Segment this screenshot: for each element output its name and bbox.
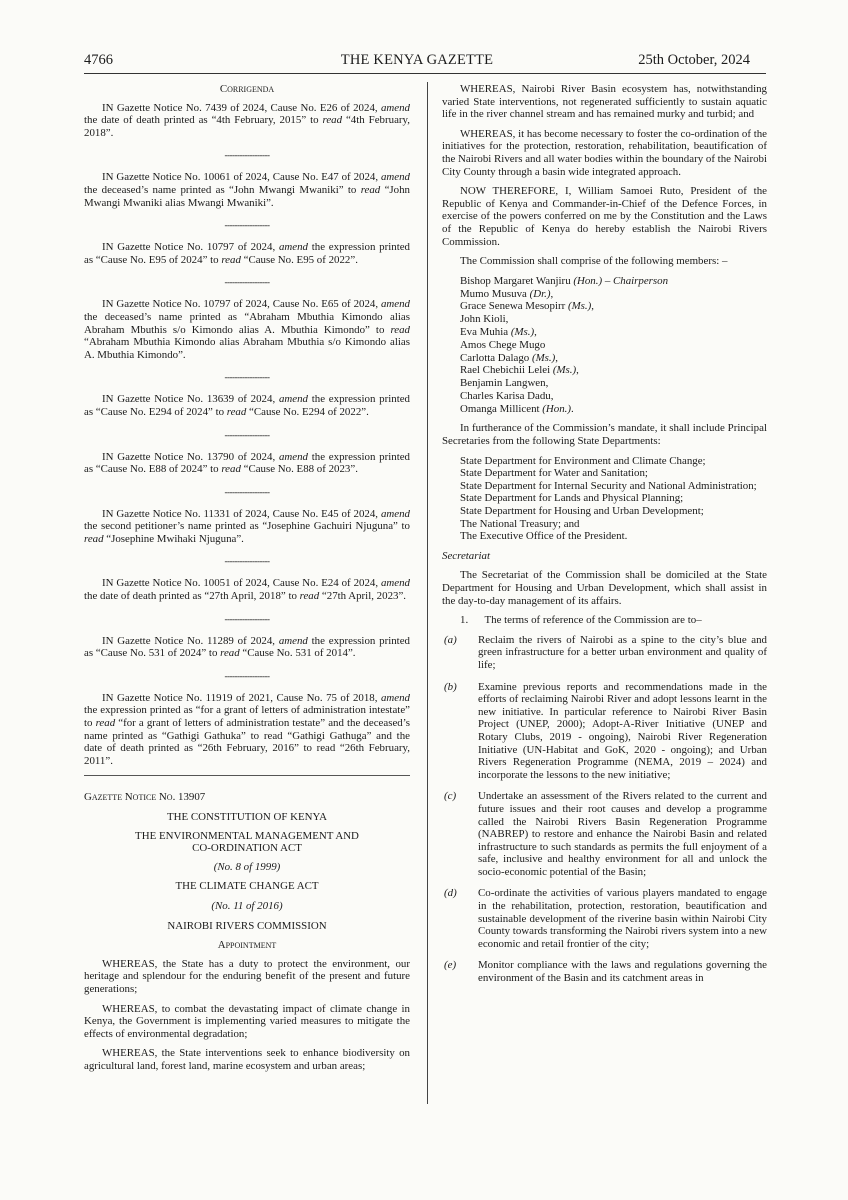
department-item: State Department for Environment and Climate Change;: [460, 454, 706, 467]
notice-text: the second petitioner’s name printed as “Josephine Gachuiri Njuguna” to: [84, 520, 410, 533]
member-title: (Ms.): [510, 325, 535, 338]
corrigendum-notice: [84, 393, 410, 418]
notice-text: IN Gazette Notice No. 10797 of 2024, Cause No. E65 of 2024,: [102, 298, 381, 311]
whereas-paragraph: WHEREAS, it has become necessary to foster the co-ordination of the initiatives for the protection, restoration, rehabilitation, beautification of the Nairobi Rivers and all water bodies within the boundary of the Nairobi City County through a basin wide integrated approach.: [442, 127, 767, 178]
commission-heading: NAIROBI RIVERS COMMISSION: [167, 919, 327, 932]
right-column: [442, 83, 767, 994]
member-name: Rael Chebichii Lelei: [460, 364, 553, 377]
member-item: [442, 300, 767, 313]
whereas-paragraph: WHEREAS, the State has a duty to protect the environment, our heritage and splendour for the enduring benefit of the present and future generations;: [84, 957, 410, 995]
term-item: [442, 887, 767, 950]
notice-text: IN Gazette Notice No. 13790 of 2024,: [102, 450, 279, 463]
member-name: Charles Karisa Dadu,: [460, 389, 554, 402]
corrigendum-notice: [84, 102, 410, 140]
member-item: [442, 390, 767, 403]
member-role: ,: [550, 287, 554, 300]
term-label: (a): [444, 633, 457, 646]
notice-text: IN Gazette Notice No. 10051 of 2024, Cause No. E24 of 2024,: [102, 577, 381, 590]
member-role: ,: [576, 364, 579, 377]
term-text: Reclaim the rivers of Nairobi as a spine to the city’s blue and green infrastructure for a better urban environment and quality of life;: [478, 633, 767, 671]
amend-word: amend: [278, 241, 308, 254]
notice-text: the expression printed as “Cause No. E95 of 2024” to: [84, 241, 410, 266]
member-title: (Hon.): [573, 274, 603, 287]
member-name: Mumo Musuva: [460, 287, 530, 300]
amend-word: amend: [380, 507, 410, 520]
read-word: read: [226, 405, 247, 418]
read-word: read: [390, 323, 410, 336]
department-item: State Department for Internal Security and National Administration;: [460, 479, 757, 492]
whereas-paragraph: WHEREAS, Nairobi River Basin ecosystem has, notwithstanding varied State interventions, not regenerated sufficiently to sustain aquatic life in the river channel stream and has remained murky and turbid; and: [442, 83, 767, 121]
amend-word: amend: [278, 634, 308, 647]
member-title: (Ms.): [531, 351, 556, 364]
department-item: State Department for Water and Sanitation;: [460, 467, 648, 480]
corrigendum-notice: [84, 241, 410, 266]
department-item: State Department for Housing and Urban Development;: [460, 505, 704, 518]
page-number: 4766: [84, 52, 113, 68]
term-label: (e): [444, 959, 457, 972]
read-word: read: [84, 532, 104, 545]
notice-text: “Josephine Mwihaki Njuguna”.: [103, 532, 244, 545]
member-item: [442, 352, 767, 365]
member-item: [442, 364, 767, 377]
notice-text: the expression printed as “Cause No. 531 of 2024” to: [84, 634, 410, 660]
corrigendum-notice: [84, 171, 410, 209]
term-item: [442, 681, 767, 782]
notice-text: “John Mwangi Mwaniki alias Mwangi Mwaniki”.: [84, 183, 410, 209]
department-item: State Department for Lands and Physical Planning;: [460, 492, 684, 505]
amend-word: amend: [278, 450, 308, 463]
notice-separator: ------------------: [224, 486, 270, 497]
term-label: (d): [444, 887, 457, 900]
act1-number: (No. 8 of 1999): [213, 860, 281, 873]
member-role: .: [571, 402, 574, 415]
member-title: (Hon.): [542, 402, 571, 415]
member-item: [442, 288, 767, 301]
notice-text: “Cause No. E95 of 2022”.: [240, 253, 358, 266]
member-role: – Chairperson: [602, 274, 669, 287]
ps-intro: In furtherance of the Commission’s mandate, it shall include Principal Secretaries from the following State Departments:: [442, 422, 767, 448]
read-word: read: [95, 717, 116, 730]
notice-text: the expression printed as “Cause No. E294 of 2024” to: [84, 393, 410, 418]
notice-text: IN Gazette Notice No. 11289 of 2024,: [102, 634, 279, 647]
members-list: [442, 275, 767, 416]
column-divider: [427, 82, 428, 1104]
notice-text: the date of death printed as “27th April, 2018” to: [84, 590, 300, 603]
notice-separator: ------------------: [224, 670, 270, 681]
member-name: Carlotta Dalago: [460, 351, 532, 364]
act1-heading-line1: THE ENVIRONMENTAL MANAGEMENT AND: [135, 829, 359, 842]
notice-text: the deceased’s name printed as “Abraham Mbuthia Kimondo alias Abraham Mbuthis s/o Kimondo alias A. Mbuthia Kimondo” to: [84, 310, 410, 336]
notice-separator: ------------------: [224, 277, 270, 288]
corrigendum-notice: [84, 508, 410, 546]
corrigendum-notice: [84, 577, 410, 602]
read-word: read: [221, 253, 241, 266]
notice-text: IN Gazette Notice No. 7439 of 2024, Cause No. E26 of 2024,: [102, 101, 381, 114]
corrigenda-heading: Corrigenda: [219, 83, 275, 95]
term-label: (b): [444, 680, 457, 693]
notice-text: the expression printed as “for a grant of letters of administration intestate” to: [84, 704, 410, 730]
member-item: [442, 339, 767, 352]
member-item: [442, 377, 767, 390]
section-rule: [84, 775, 410, 776]
amend-word: amend: [380, 691, 410, 704]
member-name: John Kioli,: [460, 313, 509, 326]
appointment-heading: Appointment: [217, 939, 277, 952]
term-label: (c): [444, 790, 457, 803]
notice-text: “Cause No. E294 of 2022”.: [246, 405, 369, 418]
left-column: [84, 83, 410, 1073]
terms-list: [442, 634, 767, 985]
corrigendum-notice: [84, 451, 410, 476]
terms-intro: 1. The terms of reference of the Commission are to–: [460, 614, 702, 627]
notice-text: the date of death printed as “4th February, 2015” to: [84, 114, 323, 127]
notice-text: IN Gazette Notice No. 13639 of 2024,: [102, 393, 279, 406]
corrigenda-list: [84, 102, 410, 768]
act2-heading: THE CLIMATE CHANGE ACT: [175, 880, 319, 893]
member-title: (Ms.): [567, 300, 592, 313]
notice-text: the deceased’s name printed as “John Mwangi Mwaniki” to: [84, 183, 361, 196]
notice-text: “Cause No. 531 of 2014”.: [239, 647, 356, 660]
member-item: [442, 275, 767, 288]
notice-text: “for a grant of letters of administration testate” and the deceased’s name printed as “Gathigi Gathuka” to read “Gathigi Gathuga” and the date of death printed as “26th February, 2016” to read “26th February, 2011”.: [84, 717, 410, 767]
secretariat-heading: Secretariat: [442, 549, 490, 562]
issue-date: 25th October, 2024: [638, 52, 750, 68]
whereas-paragraph: WHEREAS, the State interventions seek to enhance biodiversity on agricultural land, forest land, marine ecosystem and urban areas;: [84, 1047, 410, 1072]
gazette-title: THE KENYA GAZETTE: [340, 52, 494, 68]
term-item: [442, 634, 767, 672]
notice-separator: ------------------: [224, 429, 270, 440]
amend-word: amend: [380, 171, 410, 184]
notice-text: “Abraham Mbuthia Kimondo alias Abraham Mbuthia s/o Kimondo alias A. Mbuthia Kimondo”.: [84, 336, 410, 361]
member-name: Omanga Millicent: [460, 402, 543, 415]
act2-number: (No. 11 of 2016): [211, 899, 283, 912]
term-text: Co-ordinate the activities of various players mandated to engage in the rehabilitation, protection, restoration, beautification and sustainable development of the riverine basin within Nairobi City County towards transforming the Nairobi rivers system into a new economic and retail frontier of the city;: [478, 887, 767, 950]
amend-word: amend: [278, 393, 308, 406]
notice-separator: ------------------: [224, 556, 270, 567]
gazette-notice-number: Gazette Notice No. 13907: [84, 791, 206, 804]
member-name: Amos Chege Mugo: [460, 338, 546, 351]
notice-text: the expression printed as “Cause No. E88 of 2024” to: [84, 450, 410, 476]
member-role: ,: [555, 351, 559, 364]
act1-heading-line2: CO-ORDINATION ACT: [192, 842, 302, 855]
department-item: The National Treasury; and: [460, 517, 580, 530]
member-role: ,: [534, 325, 537, 338]
corrigendum-notice: [84, 298, 410, 361]
corrigendum-notice: [84, 635, 410, 660]
department-item: The Executive Office of the President.: [460, 530, 628, 543]
member-name: Benjamin Langwen,: [460, 377, 549, 390]
notice-text: IN Gazette Notice No. 10797 of 2024,: [102, 241, 279, 254]
read-word: read: [322, 114, 343, 127]
corrigendum-notice: [84, 692, 410, 768]
notice-text: “27th April, 2023”.: [319, 590, 407, 603]
amend-word: amend: [380, 298, 410, 311]
member-title: (Dr.): [529, 287, 551, 300]
whereas-paragraph: WHEREAS, to combat the devastating impact of climate change in Kenya, the Government is implementing varied measures to mitigate the effects of environmental degradation;: [84, 1002, 410, 1040]
notice-separator: ------------------: [224, 613, 270, 624]
secretariat-paragraph: The Secretariat of the Commission shall be domiciled at the State Department for Housing and Urban Development, which shall assist in the day-to-day management of its affairs.: [442, 569, 767, 607]
member-name: Eva Muhia: [460, 325, 511, 338]
amend-word: amend: [380, 101, 410, 114]
term-item: [442, 790, 767, 878]
member-title: (Ms.): [552, 364, 577, 377]
term-text: Undertake an assessment of the Rivers related to the current and future issues and their root causes and develop a programme called the Nairobi Rivers Basin Regeneration Programme (NABREP) to restore and enhance the Nairobi Basin and related infrastructure to such standards as permits the full enjoyment of a safe, inclusive and healthy environment for all and unlock the socio-economic potential of the Basin;: [478, 790, 767, 878]
read-word: read: [221, 463, 241, 476]
notice-separator: ------------------: [224, 220, 270, 231]
member-role: ,: [591, 300, 594, 313]
read-word: read: [220, 647, 240, 660]
notice-text: IN Gazette Notice No. 10061 of 2024, Cause No. E47 of 2024,: [102, 171, 381, 184]
member-name: Grace Senewa Mesopirr: [460, 300, 568, 313]
members-intro: The Commission shall comprise of the following members: –: [460, 255, 728, 268]
constitution-heading: THE CONSTITUTION OF KENYA: [166, 811, 328, 823]
term-text: Monitor compliance with the laws and regulations governing the environment of the Basin and its catchment areas in: [478, 959, 767, 985]
now-therefore-paragraph: NOW THEREFORE, I, William Samoei Ruto, President of the Republic of Kenya and Commander-in-Chief of the Defence Forces, in exercise of the powers conferred on me by the Constitution and the Laws of the Republic of Kenya do hereby establish the Nairobi Rivers Commission.: [442, 185, 767, 248]
term-item: [442, 959, 767, 984]
member-item: [442, 403, 767, 416]
notice-text: IN Gazette Notice No. 11331 of 2024, Cause No. E45 of 2024,: [102, 507, 381, 520]
read-word: read: [360, 183, 381, 196]
page-header: [84, 52, 750, 72]
notice-text: “4th February, 2018”.: [84, 114, 410, 139]
amend-word: amend: [380, 577, 410, 590]
member-item: [442, 313, 767, 326]
notice-separator: ------------------: [224, 150, 270, 161]
notice-text: IN Gazette Notice No. 11919 of 2021, Cause No. 75 of 2018,: [102, 691, 381, 704]
notice-text: “Cause No. E88 of 2023”.: [240, 463, 358, 476]
member-item: [442, 326, 767, 339]
read-word: read: [299, 590, 320, 603]
header-rule: [84, 73, 766, 74]
departments-list: [442, 455, 767, 543]
notice-separator: ------------------: [224, 372, 270, 383]
term-text: Examine previous reports and recommendations made in the efforts of reclaiming Nairobi River and adopt lessons learnt in the new initiative. In particular reference to Nairobi River Basin Project (UNEP, 2000); Adopt-A-River Initiative (UNEP and Rotary Clubs, 2019 - ongoing), Nairobi River Regeneration Initiative (UN-Habitat and GoK, 2020 - ongoing); and Urban Rivers Regeneration Programme (NEMA, 2019 – 2024) and incorporate the lessons to the new initiative;: [478, 680, 767, 781]
member-name: Bishop Margaret Wanjiru: [460, 274, 574, 287]
